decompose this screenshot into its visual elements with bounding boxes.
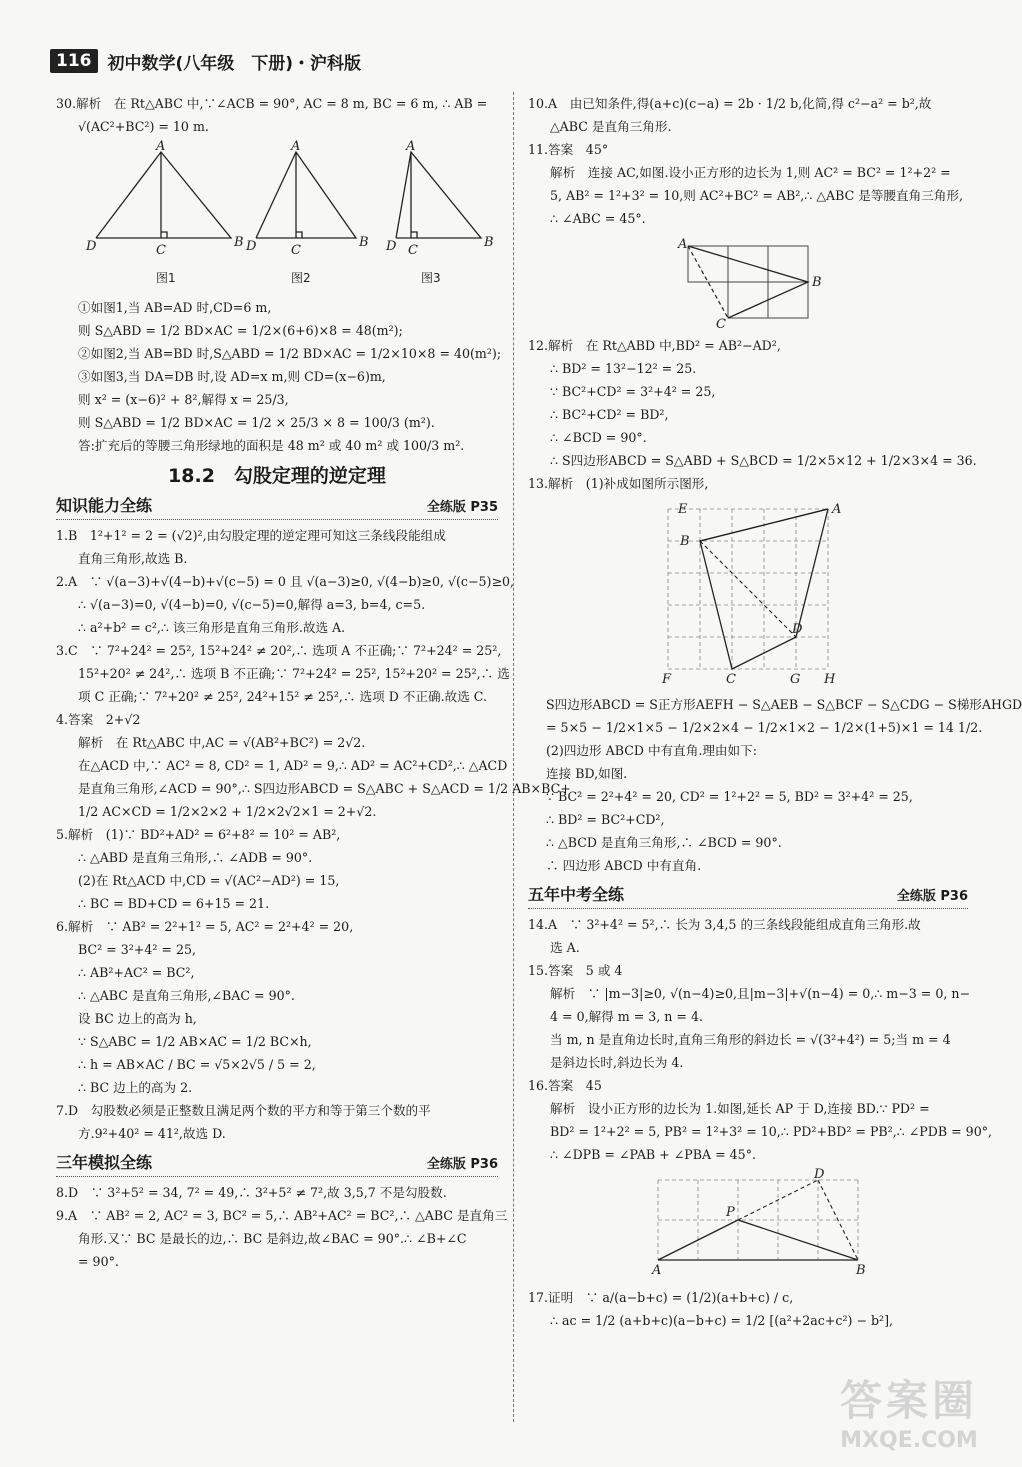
text-line: ③如图3,当 DA=DB 时,设 AD=x m,则 CD=(x−6)m, [78,369,386,384]
text-line: 8.D ∵ 3²+5² = 34, 7² = 49,∴ 3²+5² ≠ 7²,故 3,5,7 不是勾股数. [56,1185,447,1200]
svg-text:C: C [156,243,166,258]
svg-text:B: B [856,1263,866,1278]
text-line: 10.A 由已知条件,得(a+c)(c−a) = 2b · 1/2 b,化简,得 c²−a² = b²,故 [528,96,932,111]
svg-text:A: A [156,139,166,154]
text-line: BD² = 1²+2² = 5, PB² = 1²+3² = 10,∴ PD²+BD² = PB²,∴ ∠PDB = 90°, [550,1124,993,1139]
text-line: ∴ BC 边上的高为 2. [78,1080,193,1095]
svg-text:C: C [726,672,736,687]
text-line: 15²+20² ≠ 24²,∴ 选项 B 不正确;∵ 7²+24² = 25², 15²+20² = 25²,∴ 选 [78,666,510,681]
text-line: ∴ ∠BCD = 90°. [550,430,647,445]
text-line: ∴ h = AB×AC / BC = √5×2√5 / 5 = 2, [78,1057,316,1072]
band-ref: 全练版 P36 [426,1157,498,1172]
text-line: 选 A. [550,940,580,955]
text-line: 连接 BD,如图. [546,766,628,781]
text-line: ∵ BC² = 2²+4² = 20, CD² = 1²+2² = 5, BD² = 3²+4² = 25, [546,789,913,804]
svg-text:B: B [680,534,690,549]
text-line: 4 = 0,解得 m = 3, n = 4. [550,1009,703,1024]
text-line: 9.A ∵ AB² = 2, AC² = 3, BC² = 5,∴ AB²+AC² = BC²,∴ △ABC 是直角三 [56,1208,508,1223]
text-line: 16.答案 45 [528,1078,602,1093]
text-line: ∵ S△ABC = 1/2 AB×AC = 1/2 BC×h, [78,1034,312,1049]
text-line: S四边形ABCD = S正方形AEFH − S△AEB − S△BCF − S△CDG − S梯形AHGD [546,697,1022,712]
section-band [528,883,968,909]
text-line: (2)在 Rt△ACD 中,CD = √(AC²−AD²) = 15, [78,873,340,888]
svg-text:B: B [812,275,822,290]
band-title: 三年模拟全练 [56,1153,153,1172]
text-line: (2)四边形 ABCD 中有直角.理由如下: [546,743,757,758]
svg-text:A: A [652,1263,662,1278]
text-line: 1/2 AC×CD = 1/2×2×2 + 1/2×2√2×1 = 2+√2. [78,804,377,819]
text-line: ∴ √(a−3)=0, √(4−b)=0, √(c−5)=0,解得 a=3, b=4, c=5. [78,597,426,612]
band-title: 知识能力全练 [56,496,153,515]
text-line: 当 m, n 是直角边长时,直角三角形的斜边长 = √(3²+4²) = 5;当 m = 4 [550,1032,951,1047]
text-line: 13.解析 (1)补成如图所示图形, [528,476,709,491]
figure-label: 图3 [421,271,441,285]
text-line: ∵ BC²+CD² = 3²+4² = 25, [550,384,716,399]
svg-text:D: D [246,239,257,254]
text-line: BC² = 3²+4² = 25, [78,942,196,957]
page-header [50,46,361,76]
text-line: 7.D 勾股数必须是正整数且满足两个数的平方和等于第三个数的平 [56,1103,431,1118]
svg-text:A: A [291,139,301,154]
svg-text:G: G [790,672,801,687]
text-line: ∴ △ABD 是直角三角形,∴ ∠ADB = 90°. [78,850,313,865]
svg-text:D: D [792,622,803,637]
text-line: 方.9²+40² = 41²,故选 D. [78,1126,226,1141]
site-watermark [840,1368,978,1453]
triangle-figures [56,139,496,292]
svg-text:P: P [726,1205,735,1220]
text-line: 则 S△ABD = 1/2 BD×AC = 1/2×(6+6)×8 = 48(m²); [78,323,403,338]
text-line: 角形.又∵ BC 是最长的边,∴ BC 是斜边,故∠BAC = 90°.∴ ∠B+∠C [78,1231,467,1246]
svg-text:A: A [832,502,842,517]
grid-figure-q11 [528,234,968,330]
text-line: 2.A ∵ √(a−3)+√(4−b)+√(c−5) = 0 且 √(a−3)≥0, √(4−b)≥0, √(c−5)≥0, [56,574,515,589]
svg-text:B: B [234,235,244,250]
text-line: ∴ a²+b² = c²,∴ 该三角形是直角三角形.故选 A. [78,620,346,635]
watermark-text: 答案圈 [839,1376,978,1425]
svg-text:A: A [406,139,416,154]
text-line: 答:扩充后的等腰三角形绿地的面积是 48 m² 或 40 m² 或 100/3 m². [78,438,465,453]
watermark-url: MXQE.COM [840,1428,978,1453]
text-line: 直角三角形,故选 B. [78,551,188,566]
text-line: 4.答案 2+√2 [56,712,141,727]
svg-text:C: C [291,243,301,258]
band-ref: 全练版 P35 [426,500,498,515]
text-line: 则 S△ABD = 1/2 BD×AC = 1/2 × 25/3 × 8 = 100/3 (m²). [78,415,435,430]
svg-text:C: C [716,317,726,332]
svg-text:B: B [484,235,494,250]
figure-label: 图1 [156,271,176,285]
text-line: 是斜边长时,斜边长为 4. [550,1055,684,1070]
text-line: 12.解析 在 Rt△ABD 中,BD² = AB²−AD², [528,338,781,353]
svg-text:A: A [678,237,688,252]
column-divider [513,92,514,1422]
text-line: 在△ACD 中,∵ AC² = 8, CD² = 1, AD² = 9,∴ AD² = AC²+CD²,∴ △ACD [78,758,508,773]
text-line: 是直角三角形,∠ACD = 90°,∴ S四边形ABCD = S△ABC + S△ACD = 1/2 AB×BC+ [78,781,571,796]
band-ref: 全练版 P36 [896,889,968,904]
text-line: ∴ ac = 1/2 (a+b+c)(a−b+c) = 1/2 [(a²+2ac+c²) − b²], [550,1313,894,1328]
text-line: 则 x² = (x−6)² + 8²,解得 x = 25/3, [78,392,289,407]
text-line: ∴ ∠DPB = ∠PAB + ∠PBA = 45°. [550,1147,756,1162]
text-line: 设 BC 边上的高为 h, [78,1011,197,1026]
text-line: √(AC²+BC²) = 10 m. [78,119,209,134]
svg-text:D: D [386,239,397,254]
text-line: 解析 设小正方形的边长为 1.如图,延长 AP 于 D,连接 BD.∵ PD² = [550,1101,930,1116]
text-line: ∴ 四边形 ABCD 中有直角. [546,858,702,873]
text-line: ∴ S四边形ABCD = S△ABD + S△BCD = 1/2×5×12 + 1/2×3×4 = 36. [550,453,977,468]
text-line: △ABC 是直角三角形. [550,119,672,134]
right-column [528,92,1022,1332]
text-line: 解析 在 Rt△ABC 中,AC = √(AB²+BC²) = 2√2. [78,735,366,750]
text-line: ∴ △BCD 是直角三角形,∴ ∠BCD = 90°. [546,835,782,850]
text-line: 5, AB² = 1²+3² = 10,则 AC²+BC² = AB²,∴ △ABC 是等腰直角三角形, [550,188,963,203]
text-line: 解析 ∵ |m−3|≥0, √(n−4)≥0,且|m−3|+√(n−4) = 0,∴ m−3 = 0, n− [550,986,971,1001]
section-band [56,1151,498,1177]
text-line: 17.证明 ∵ a/(a−b+c) = (1/2)(a+b+c) / c, [528,1290,794,1305]
text-line: ∴ BC = BD+CD = 6+15 = 21. [78,896,270,911]
text-line: ∴ AB²+AC² = BC², [78,965,195,980]
figure-label: 图2 [291,271,311,285]
text-line: 30.解析 在 Rt△ABC 中,∵∠ACB = 90°, AC = 8 m, BC = 6 m, ∴ AB = [56,96,488,111]
page-number: 116 [50,49,98,73]
text-line: ①如图1,当 AB=AD 时,CD=6 m, [78,300,272,315]
book-title: 初中数学(八年级 下册)・沪科版 [107,53,362,74]
text-line: 11.答案 45° [528,142,609,157]
text-line: = 90°. [78,1254,119,1269]
band-title: 五年中考全练 [528,885,625,904]
svg-text:E: E [678,502,688,517]
text-line: 15.答案 5 或 4 [528,963,623,978]
text-line: 1.B 1²+1² = 2 = (√2)²,由勾股定理的逆定理可知这三条线段能组成 [56,528,446,543]
text-line: ∴ △ABC 是直角三角形,∠BAC = 90°. [78,988,295,1003]
text-line: ∴ BC²+CD² = BD², [550,407,669,422]
svg-text:B: B [359,235,369,250]
text-line: 6.解析 ∵ AB² = 2²+1² = 5, AC² = 2²+4² = 20, [56,919,354,934]
text-line: 3.C ∵ 7²+24² = 25², 15²+24² ≠ 20²,∴ 选项 A 不正确;∵ 7²+24² = 25², [56,643,502,658]
text-line: = 5×5 − 1/2×1×5 − 1/2×2×4 − 1/2×1×2 − 1/2×(1+5)×1 = 14 1/2. [546,720,983,735]
grid-figure-q16 [528,1167,968,1282]
text-line: 14.A ∵ 3²+4² = 5²,∴ 长为 3,4,5 的三条线段能组成直角三角形.故 [528,917,921,932]
text-line: ∴ ∠ABC = 45°. [550,211,646,226]
text-line: ∴ BD² = BC²+CD², [546,812,665,827]
svg-text:C: C [408,243,418,258]
text-line: ∴ BD² = 13²−12² = 25. [550,361,697,376]
svg-text:H: H [824,672,836,687]
text-line: 5.解析 (1)∵ BD²+AD² = 6²+8² = 10² = AB², [56,827,341,842]
section-title: 18.2 勾股定理的逆定理 [168,465,386,487]
section-band [56,494,498,520]
text-line: ②如图2,当 AB=BD 时,S△ABD = 1/2 BD×AC = 1/2×10×8 = 40(m²); [78,346,502,361]
grid-figure-q13 [528,499,968,689]
svg-text:D: D [814,1167,825,1182]
text-line: 项 C 正确;∵ 7²+20² ≠ 25², 24²+15² ≠ 25²,∴ 选项 D 不正确.故选 C. [78,689,487,704]
svg-text:D: D [86,239,97,254]
text-line: 解析 连接 AC,如图.设小正方形的边长为 1,则 AC² = BC² = 1²+2² = [550,165,951,180]
svg-text:F: F [662,672,672,687]
